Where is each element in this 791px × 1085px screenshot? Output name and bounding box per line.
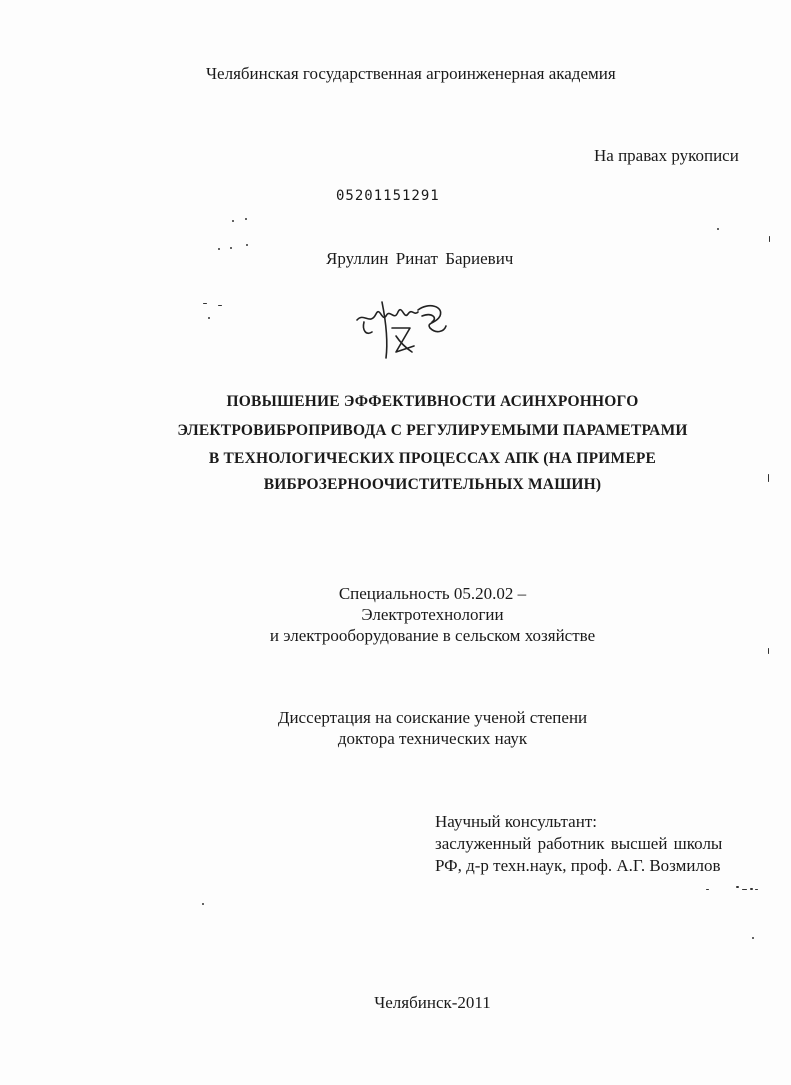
dissertation-title-line: ПОВЫШЕНИЕ ЭФФЕКТИВНОСТИ АСИНХРОННОГО: [226, 393, 639, 410]
scan-speck: [230, 247, 232, 249]
scan-speck: [768, 648, 769, 654]
scan-speck: [246, 244, 248, 246]
author-signature: [352, 292, 452, 362]
city-year: Челябинск-2011: [374, 993, 491, 1012]
degree-name: доктора технических наук: [337, 729, 528, 748]
scan-speck: [203, 303, 207, 304]
scan-speck: [717, 228, 719, 230]
degree-statement: Диссертация на соискание ученой степени: [277, 708, 588, 727]
advisor-title: заслуженный работник высшей школы: [435, 834, 723, 853]
scan-speck: [768, 474, 769, 482]
advisor-name: РФ, д-р техн.наук, проф. А.Г. Возмилов: [435, 856, 721, 875]
scan-speck: [232, 220, 234, 222]
scan-speck: [218, 305, 222, 306]
scan-speck: [706, 889, 709, 890]
specialty-code: Специальность 05.20.02 –: [338, 584, 527, 603]
institution-name: Челябинская государственная агроинженерная академия: [206, 64, 616, 83]
scan-speck: [245, 218, 247, 220]
manuscript-status: На правах рукописи: [594, 146, 739, 165]
scan-speck: [750, 888, 753, 890]
dissertation-title-line: ВИБРОЗЕРНООЧИСТИТЕЛЬНЫХ МАШИН): [263, 476, 602, 493]
dissertation-title-line: В ТЕХНОЛОГИЧЕСКИХ ПРОЦЕССАХ АПК (НА ПРИМЕРЕ: [208, 450, 657, 467]
scan-speck: [769, 236, 770, 242]
scan-speck: [218, 248, 220, 250]
author-name: Яруллин Ринат Бариевич: [326, 249, 514, 268]
scan-speck: [752, 937, 754, 939]
specialty-name: Электротехнологии: [361, 605, 504, 624]
specialty-name-cont: и электрооборудование в сельском хозяйстве: [269, 626, 596, 645]
dissertation-title-line: ЭЛЕКТРОВИБРОПРИВОДА С РЕГУЛИРУЕМЫМИ ПАРАМЕТРАМИ: [177, 422, 688, 439]
advisor-label: Научный консультант:: [435, 812, 597, 831]
registration-code: 05201151291: [336, 188, 440, 204]
scan-speck: [755, 889, 758, 890]
scan-speck: [202, 903, 204, 905]
scan-speck: [742, 889, 747, 890]
scan-speck: [736, 886, 739, 888]
scan-speck: [208, 317, 210, 319]
